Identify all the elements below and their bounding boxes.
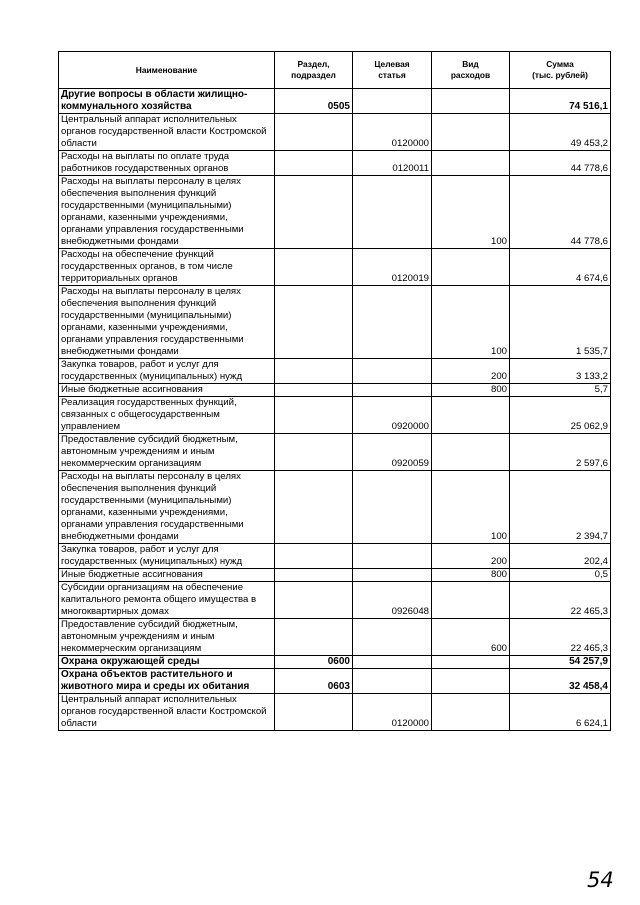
cell-sum: 22 465,3 <box>510 582 611 619</box>
cell-section <box>275 471 353 544</box>
cell-section <box>275 286 353 359</box>
cell-section <box>275 582 353 619</box>
table-row <box>59 694 611 731</box>
cell-section <box>275 249 353 286</box>
table-row <box>59 582 611 619</box>
cell-target <box>353 384 432 397</box>
cell-name: Расходы на обеспечение функций государственных органов, в том числе территориальных органов <box>59 249 275 286</box>
table-body <box>59 89 611 731</box>
header-name: Наименование <box>59 52 275 89</box>
cell-sum: 3 133,2 <box>510 359 611 384</box>
table-row <box>59 89 611 114</box>
cell-type: 100 <box>432 176 510 249</box>
cell-section <box>275 397 353 434</box>
table-row <box>59 114 611 151</box>
cell-target <box>353 544 432 569</box>
cell-type <box>432 151 510 176</box>
cell-type: 100 <box>432 471 510 544</box>
page-number: 54 <box>587 868 614 892</box>
cell-target: 0120011 <box>353 151 432 176</box>
cell-name: Центральный аппарат исполнительных органов государственной власти Костромской области <box>59 694 275 731</box>
header-section: Раздел, подраздел <box>275 52 353 89</box>
table-row <box>59 151 611 176</box>
cell-sum: 25 062,9 <box>510 397 611 434</box>
budget-table <box>58 51 611 731</box>
cell-sum: 4 674,6 <box>510 249 611 286</box>
cell-sum: 6 624,1 <box>510 694 611 731</box>
cell-target <box>353 471 432 544</box>
header-row <box>59 52 611 89</box>
cell-name: Предоставление субсидий бюджетным, автономным учреждениям и иным некоммерческим организациям <box>59 434 275 471</box>
cell-target <box>353 619 432 656</box>
cell-name: Иные бюджетные ассигнования <box>59 384 275 397</box>
cell-section <box>275 544 353 569</box>
cell-section: 0603 <box>275 669 353 694</box>
cell-sum: 54 257,9 <box>510 656 611 669</box>
cell-type <box>432 249 510 286</box>
cell-section <box>275 569 353 582</box>
table-row <box>59 619 611 656</box>
cell-target <box>353 656 432 669</box>
cell-section <box>275 114 353 151</box>
cell-sum: 0,5 <box>510 569 611 582</box>
header-sum: Сумма (тыс. рублей) <box>510 52 611 89</box>
cell-type: 800 <box>432 569 510 582</box>
cell-target <box>353 89 432 114</box>
cell-sum: 22 465,3 <box>510 619 611 656</box>
cell-target: 0120000 <box>353 114 432 151</box>
cell-target: 0920000 <box>353 397 432 434</box>
cell-name: Охрана объектов растительного и животного мира и среды их обитания <box>59 669 275 694</box>
cell-type: 200 <box>432 359 510 384</box>
cell-section: 0600 <box>275 656 353 669</box>
cell-sum: 74 516,1 <box>510 89 611 114</box>
cell-target <box>353 569 432 582</box>
cell-name: Предоставление субсидий бюджетным, автономным учреждениям и иным некоммерческим организациям <box>59 619 275 656</box>
cell-sum: 202,4 <box>510 544 611 569</box>
table-row <box>59 359 611 384</box>
table-row <box>59 176 611 249</box>
cell-name: Закупка товаров, работ и услуг для государственных (муниципальных) нужд <box>59 544 275 569</box>
header-target: Целевая статья <box>353 52 432 89</box>
cell-sum: 44 778,6 <box>510 176 611 249</box>
cell-section <box>275 619 353 656</box>
cell-type <box>432 694 510 731</box>
cell-target <box>353 669 432 694</box>
cell-name: Субсидии организациям на обеспечение капитального ремонта общего имущества в многоквартирных домах <box>59 582 275 619</box>
cell-type: 200 <box>432 544 510 569</box>
header-type: Вид расходов <box>432 52 510 89</box>
cell-section <box>275 176 353 249</box>
table-row <box>59 669 611 694</box>
table-row <box>59 544 611 569</box>
cell-type <box>432 114 510 151</box>
table-row <box>59 569 611 582</box>
table-row <box>59 286 611 359</box>
table-row <box>59 656 611 669</box>
cell-name: Расходы на выплаты персоналу в целях обеспечения выполнения функций государственными (муниципальными) органами, казенными учреждениями, органами управления государственными внебюджетными фондами <box>59 286 275 359</box>
cell-name: Расходы на выплаты персоналу в целях обеспечения выполнения функций государственными (муниципальными) органами, казенными учреждениями, органами управления государственными внебюджетными фондами <box>59 471 275 544</box>
cell-section <box>275 434 353 471</box>
cell-type <box>432 582 510 619</box>
cell-section <box>275 694 353 731</box>
cell-sum: 1 535,7 <box>510 286 611 359</box>
table-row <box>59 471 611 544</box>
cell-section <box>275 384 353 397</box>
cell-type <box>432 89 510 114</box>
cell-name: Расходы на выплаты персоналу в целях обеспечения выполнения функций государственными (муниципальными) органами, казенными учреждениями, органами управления государственными внебюджетными фондами <box>59 176 275 249</box>
cell-type <box>432 669 510 694</box>
cell-target <box>353 359 432 384</box>
cell-sum: 2 394,7 <box>510 471 611 544</box>
cell-sum: 44 778,6 <box>510 151 611 176</box>
cell-type: 100 <box>432 286 510 359</box>
table-row <box>59 434 611 471</box>
table-row <box>59 397 611 434</box>
cell-target <box>353 286 432 359</box>
cell-type <box>432 397 510 434</box>
cell-name: Реализация государственных функций, связанных с общегосударственным управлением <box>59 397 275 434</box>
table-row <box>59 384 611 397</box>
cell-target: 0120019 <box>353 249 432 286</box>
cell-name: Расходы на выплаты по оплате труда работников государственных органов <box>59 151 275 176</box>
cell-name: Центральный аппарат исполнительных органов государственной власти Костромской области <box>59 114 275 151</box>
cell-name: Другие вопросы в области жилищно-коммунального хозяйства <box>59 89 275 114</box>
cell-target <box>353 176 432 249</box>
cell-name: Иные бюджетные ассигнования <box>59 569 275 582</box>
cell-target: 0926048 <box>353 582 432 619</box>
table-row <box>59 249 611 286</box>
cell-sum: 2 597,6 <box>510 434 611 471</box>
cell-type: 800 <box>432 384 510 397</box>
cell-section <box>275 359 353 384</box>
cell-target: 0920059 <box>353 434 432 471</box>
cell-name: Охрана окружающей среды <box>59 656 275 669</box>
cell-sum: 49 453,2 <box>510 114 611 151</box>
cell-target: 0120000 <box>353 694 432 731</box>
cell-type <box>432 434 510 471</box>
cell-name: Закупка товаров, работ и услуг для государственных (муниципальных) нужд <box>59 359 275 384</box>
cell-sum: 32 458,4 <box>510 669 611 694</box>
cell-section <box>275 151 353 176</box>
cell-section: 0505 <box>275 89 353 114</box>
cell-type <box>432 656 510 669</box>
cell-sum: 5,7 <box>510 384 611 397</box>
cell-type: 600 <box>432 619 510 656</box>
